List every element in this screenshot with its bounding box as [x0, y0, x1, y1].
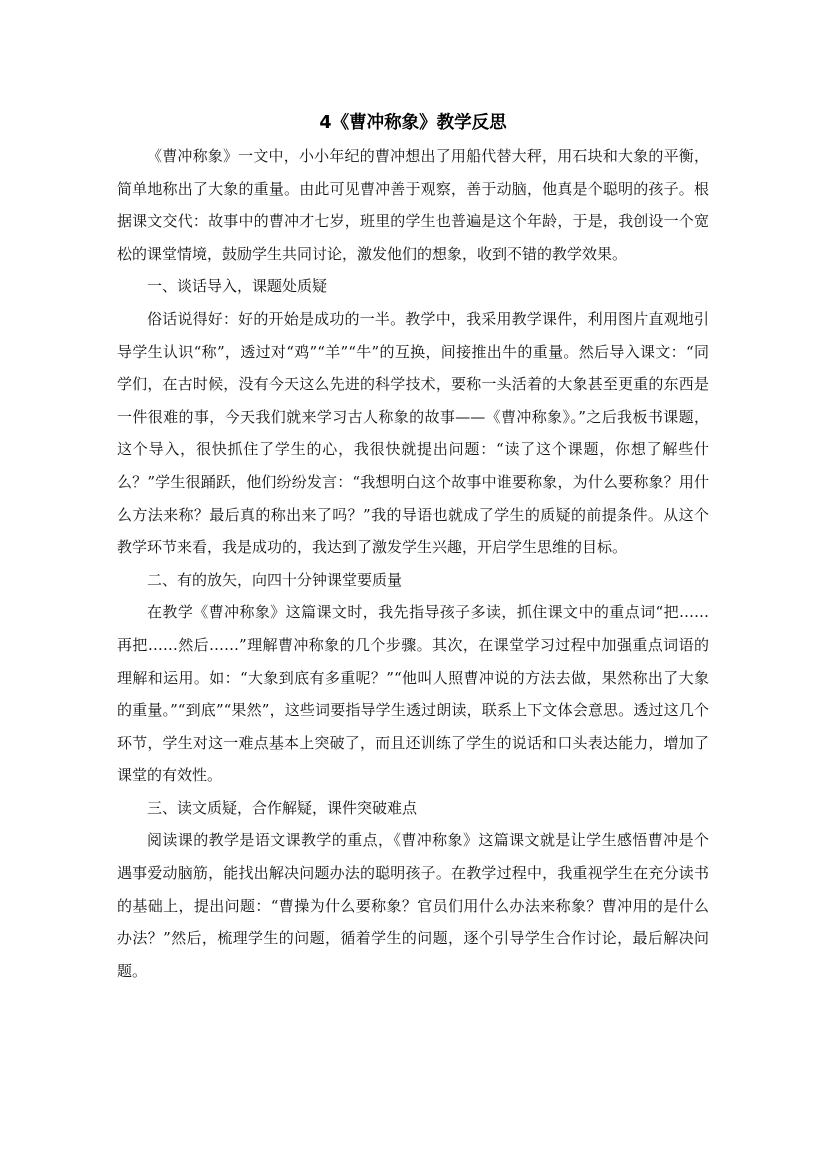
document-title: 4《曹冲称象》教学反思 — [319, 113, 507, 133]
document-body — [117, 108, 709, 987]
intro-paragraph: 《曹冲称象》一文中，小小年纪的曹冲想出了用船代替大秤，用石块和大象的平衡，简单地称出了大象的重量。由此可见曹冲善于观察，善于动脑，他真是个聪明的孩子。根据课文交代：故事中的曹冲才七岁，班里的学生也普遍是这个年龄，于是，我创设一个宽松的课堂情境，鼓励学生共同讨论，激发他们的想象，收到不错的教学效果。 — [117, 147, 709, 263]
section-1-body: 俗话说得好：好的开始是成功的一半。教学中，我采用教学课件，利用图片直观地引导学生认识“称”，透过对“鸡”“羊”“牛”的互换，间接推出牛的重量。然后导入课文：“同学们，在古时候，没有今天这么先进的科学技术，要称一头活着的大象甚至更重的东西是一件很难的事，今天我们就来学习古人称象的故事——《曹冲称象》。”之后我板书课题，这个导入，很快抓住了学生的心，我很快就提出问题：“读了这个课题，你想了解些什么？”学生很踊跃，他们纷纷发言：“我想明白这个故事中谁要称象，为什么要称象？用什么方法来称？最后真的称出来了吗？”我的导语也就成了学生的质疑的前提条件。从这个教学环节来看，我是成功的，我达到了激发学生兴趣，开启学生思维的目标。 — [117, 309, 709, 557]
section-3-heading: 三、读文质疑，合作解疑，课件突破难点 — [147, 798, 418, 817]
section-1-heading: 一、谈话导入，课题处质疑 — [147, 277, 328, 296]
section-2-body: 在教学《曹冲称象》这篇课文时，我先指导孩子多读，抓住课文中的重点词“把……再把……然后……”理解曹冲称象的几个步骤。其次，在课堂学习过程中加强重点词语的理解和运用。如：“大象到底有多重呢？”“他叫人照曹冲说的方法去做，果然称出了大象的重量。”“到底”“果然”，这些词要指导学生透过朗读，联系上下文体会意思。透过这几个环节，学生对这一难点基本上突破了，而且还训练了学生的说话和口头表达能力，增加了课堂的有效性。 — [117, 603, 709, 785]
section-2-heading: 二、有的放矢，向四十分钟课堂要质量 — [147, 570, 403, 589]
section-3-body: 阅读课的教学是语文课教学的重点，《曹冲称象》这篇课文就是让学生感悟曹冲是个遇事爱动脑筋，能找出解决问题办法的聪明孩子。在教学过程中，我重视学生在充分读书的基础上，提出问题：“曹操为什么要称象？官员们用什么办法来称象？曹冲用的是什么办法？”然后，梳理学生的问题，循着学生的问题，逐个引导学生合作讨论，最后解决问题。 — [117, 831, 709, 980]
